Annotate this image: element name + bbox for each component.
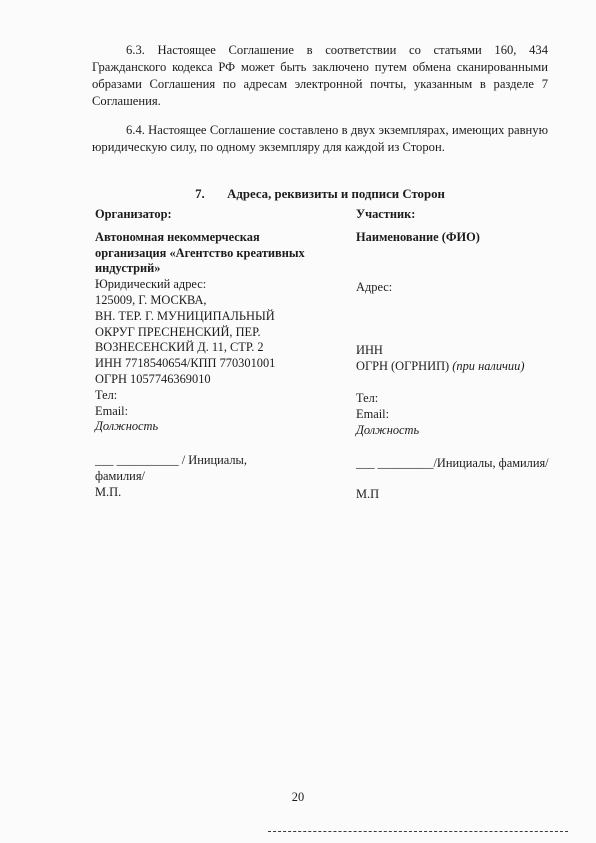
- organizer-name-line: индустрий»: [95, 261, 161, 276]
- organizer-signature-line-2: фамилия/: [95, 468, 145, 483]
- participant-address: Адрес:: [356, 279, 393, 294]
- organizer-address-line: ВН. ТЕР. Г. МУНИЦИПАЛЬНЫЙ: [95, 308, 275, 323]
- participant-column: [356, 207, 588, 503]
- organizer-signature-line: ___ __________ / Инициалы,: [95, 453, 247, 468]
- organizer-address-line: ОКРУГ ПРЕСНЕНСКИЙ, ПЕР.: [95, 324, 261, 339]
- participant-stamp: М.П: [356, 487, 380, 502]
- organizer-name-line: организация «Агентство креативных: [95, 245, 305, 260]
- organizer-position: Должность: [95, 419, 159, 434]
- participant-name: Наименование (ФИО): [356, 229, 480, 244]
- organizer-address-line: 125009, Г. МОСКВА,: [95, 292, 207, 307]
- section-title: Адреса, реквизиты и подписи Сторон: [227, 187, 445, 201]
- organizer-stamp: М.П.: [95, 484, 122, 499]
- organizer-email: Email:: [95, 403, 129, 418]
- section-heading: [92, 187, 548, 202]
- organizer-address-label: Юридический адрес:: [95, 277, 207, 292]
- organizer-ogrn: ОГРН 1057746369010: [95, 371, 211, 386]
- participant-ogrn-note: (при наличии): [452, 359, 525, 374]
- page-number: 20: [291, 790, 305, 804]
- participant-inn: ИНН: [356, 343, 383, 358]
- organizer-inn-kpp: ИНН 7718540654/КПП 770301001: [95, 356, 276, 371]
- organizer-name-line: Автономная некоммерческая: [95, 229, 260, 244]
- section-number: 7.: [195, 187, 205, 201]
- footer-rule: [268, 831, 568, 832]
- organizer-phone: Тел:: [95, 387, 118, 402]
- participant-ogrn: [356, 359, 588, 375]
- participant-ogrn-label: ОГРН (ОГРНИП): [356, 359, 450, 374]
- participant-heading: Участник:: [356, 207, 416, 221]
- clause-6-4: 6.4. Настоящее Соглашение составлено в двух экземплярах, имеющих равную юридическую силу, по одному экземпляру для каждой из Сторон.: [92, 123, 548, 154]
- organizer-address-line: ВОЗНЕСЕНСКИЙ Д. 11, СТР. 2: [95, 340, 264, 355]
- participant-phone: Тел:: [356, 390, 379, 405]
- participant-signature-line: ___ _________/Инициалы, фамилия/: [356, 456, 549, 471]
- participant-position: Должность: [356, 422, 420, 437]
- clause-6-3: 6.3. Настоящее Соглашение в соответствии со статьями 160, 434 Гражданского кодекса РФ может быть заключено путем обмена сканированными образами Соглашения по адресам электронной почты, указанным в разделе 7 Соглашения.: [92, 43, 548, 108]
- organizer-column: [95, 207, 345, 501]
- organizer-heading: Организатор:: [95, 207, 172, 221]
- participant-email: Email:: [356, 406, 390, 421]
